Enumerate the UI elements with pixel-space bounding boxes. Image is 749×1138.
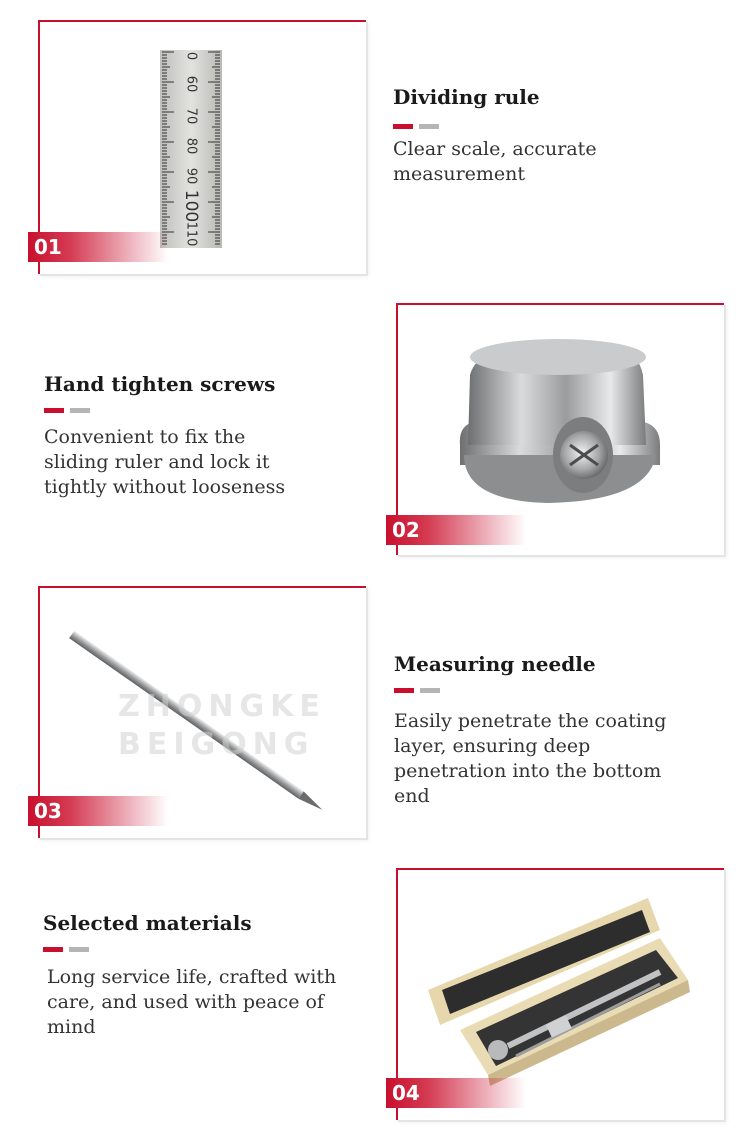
- feature-card-3-image-frame: [34, 586, 366, 838]
- ruler-number: 80: [183, 137, 199, 155]
- description-line: measurement: [393, 163, 526, 185]
- feature-description: [44, 425, 285, 500]
- description-line: Easily penetrate the coating: [394, 710, 667, 732]
- description-line: care, and used with peace of: [47, 991, 324, 1013]
- feature-title: Selected materials: [43, 911, 252, 935]
- feature-description: [394, 709, 666, 809]
- brand-watermark: [118, 688, 326, 764]
- feature-title: Hand tighten screws: [44, 372, 276, 396]
- ruler-number: 60: [183, 75, 199, 93]
- description-line: sliding ruler and lock it: [44, 451, 270, 473]
- ruler-number: 0: [183, 51, 199, 61]
- ruler-number: 90: [183, 167, 199, 185]
- feature-description: [47, 965, 336, 1040]
- feature-title: Measuring needle: [394, 652, 596, 676]
- feature-description: [393, 137, 597, 187]
- description-line: penetration into the bottom: [394, 760, 662, 782]
- watermark-line: ZHONGKE: [118, 689, 326, 724]
- feature-card-2-image-frame: [392, 303, 724, 555]
- feature-number-badge: 04: [386, 1078, 526, 1108]
- feature-card-1-image-frame: [34, 20, 366, 274]
- description-line: Convenient to fix the: [44, 426, 246, 448]
- feature-number-badge: 02: [386, 515, 526, 545]
- feature-card-4-image-frame: [392, 868, 724, 1120]
- description-line: Long service life, crafted with: [47, 966, 337, 988]
- description-line: end: [394, 785, 430, 807]
- ruler-number: 70: [183, 107, 199, 125]
- feature-number-badge: 03: [28, 796, 168, 826]
- description-line: Clear scale, accurate: [393, 138, 597, 160]
- ruler-number: 110: [183, 221, 199, 247]
- feature-title: Dividing rule: [393, 85, 540, 109]
- feature-number-badge: 01: [28, 232, 168, 262]
- description-line: mind: [47, 1016, 96, 1038]
- ruler-number: 100: [181, 189, 201, 223]
- watermark-line: BEIGONG: [118, 727, 315, 762]
- description-line: tightly without looseness: [44, 476, 286, 498]
- description-line: layer, ensuring deep: [394, 735, 591, 757]
